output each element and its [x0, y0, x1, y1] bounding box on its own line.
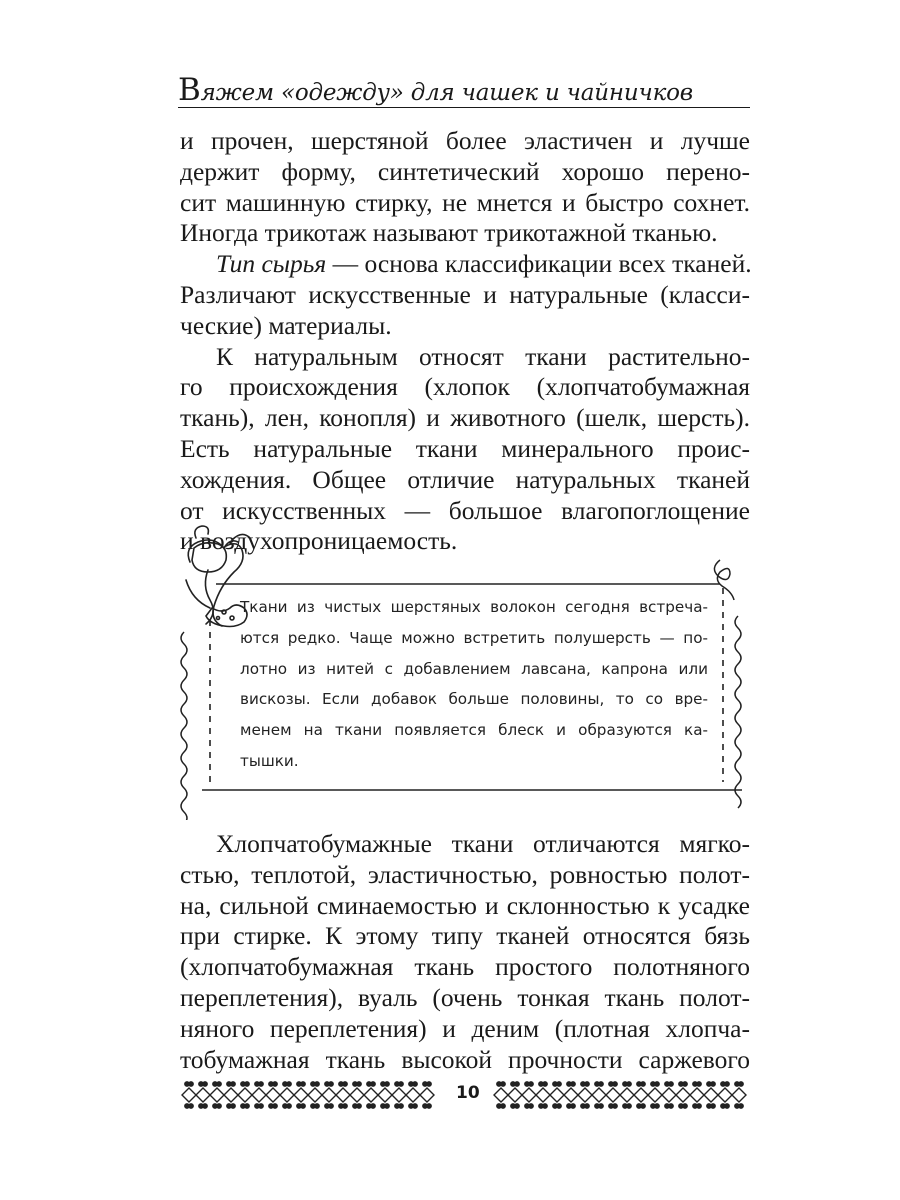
text-line [180, 249, 750, 280]
paragraph-4 [180, 829, 750, 1075]
squiggle-right-edge [714, 560, 741, 808]
main-text-top [180, 126, 750, 557]
text-line: от искусственных — большое влагопоглощение [180, 495, 750, 525]
header-rule [178, 107, 750, 108]
note-line: менем на ткани появляется блеск и образуются ка- [240, 721, 708, 740]
text-line: на, сильной сминаемостью и склонностью к усадке [180, 890, 750, 920]
text-line: Иногда трикотаж называют трикотажной тканью. [180, 218, 718, 248]
note-line: тышки. [240, 751, 299, 770]
page-number: 10 [456, 1083, 480, 1103]
text-line: переплетения), вуаль (очень тонкая ткань полот- [180, 982, 750, 1012]
text-line: тобумажная ткань высокой прочности саржевого [180, 1044, 750, 1074]
note-line: ются редко. Чаще можно встретить полушерсть — по- [240, 628, 708, 647]
text-line: и прочен, шерстяной более эластичен и лучше [180, 126, 750, 155]
text-line: и воздухопроницаемость. [180, 526, 458, 556]
text-fragment: — основа классификации всех тканей. [326, 249, 752, 279]
paragraph-1 [180, 126, 750, 249]
text-line: держит форму, синтетический хорошо перено- [180, 156, 750, 186]
text-line: при стирке. К этому типу тканей относятся бязь [180, 921, 750, 951]
note-line: Ткани из чистых шерстяных волокон сегодня встреча- [240, 598, 708, 616]
header-initial: В [178, 72, 201, 108]
text-line: сит машинную стирку, не мнется и быстро сохнет. [180, 187, 750, 217]
text-line: хождения. Общее отличие натуральных тканей [180, 464, 750, 494]
text-line: стью, теплотой, эластичностью, ровностью полот- [180, 859, 750, 889]
paragraph-2 [180, 249, 750, 341]
emphasis-term: Тип сырья [216, 249, 327, 279]
text-line: няного переплетения) и деним (плотная хлопча- [180, 1013, 750, 1043]
header-title: яжем «одежду» для чашек и чайничков [200, 80, 693, 106]
text-line: Есть натуральные ткани минерального проис- [180, 433, 750, 463]
text-line: ткань), лен, конопля) и животного (шелк, шерсть). [180, 403, 750, 433]
note-text [240, 592, 708, 777]
main-text-bottom [180, 829, 750, 1075]
text-line: (хлопчатобумажная ткань простого полотняного [180, 952, 750, 982]
text-line: ческие) материалы. [180, 310, 392, 340]
running-header [178, 72, 750, 108]
text-line: го происхождения (хлопок (хлопчатобумажная [180, 372, 750, 402]
note-line: вискозы. Если добавок больше половины, то со вре- [240, 690, 708, 709]
text-line: Хлопчатобумажные ткани отличаются мягко- [216, 829, 750, 858]
text-line: Различают искусственные и натуральные (класси- [180, 279, 750, 309]
text-line: К натуральным относят ткани растительно- [216, 341, 750, 371]
note-line: лотно из нитей с добавлением лавсана, капрона или [240, 659, 708, 678]
squiggle-left-edge [181, 632, 200, 820]
